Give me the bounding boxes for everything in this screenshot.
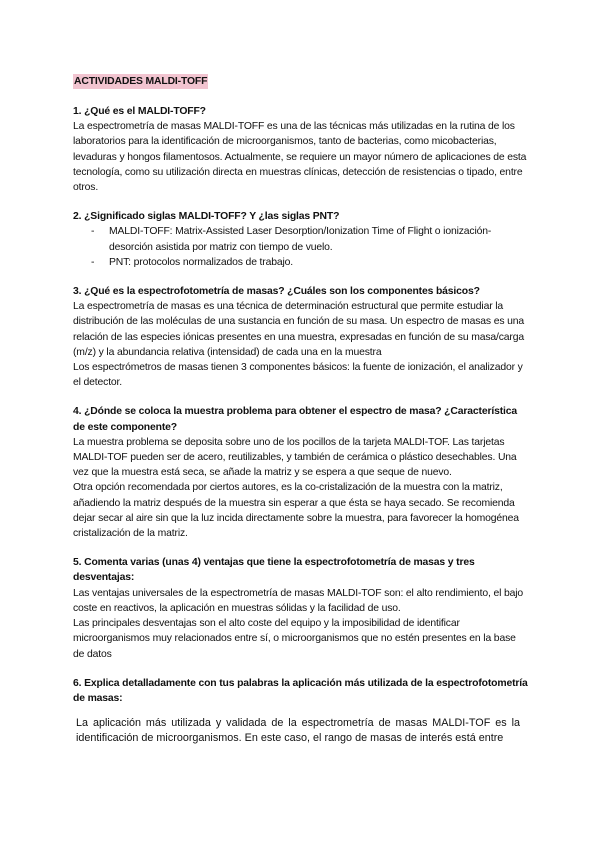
question-1: 1. ¿Qué es el MALDI-TOFF? [73,106,206,117]
section-2 [73,209,528,270]
question-2: 2. ¿Significado siglas MALDI-TOFF? Y ¿las siglas PNT? [73,211,340,223]
list-item: - MALDI-TOFF: Matrix-Assisted Laser Desorption/Ionization Time of Flight o ionización-desorción asistida por matriz con tiempo de vuelo. [109,224,528,254]
question-6: 6. Explica detalladamente con tus palabras la aplicación más utilizada de la espectrofotometría de masas: [73,677,528,704]
answer-1-paragraph-1: La espectrometría de masas MALDI-TOFF es una de las técnicas más utilizadas en la rutina de los laboratorios para la identificación de microorganismos, tanto de bacterias, como micobacterias, levaduras y hongos filamentosos. Actualmente, se requiere un mayor número de aplicaciones de esta tecnología, como su utilización directa en muestras clínicas, detección de resistencias o tipado, entre otros. [73,121,527,194]
question-3: 3. ¿Qué es la espectrofotometría de masas? ¿Cuáles son los componentes básicos? [73,286,480,298]
answer-5-paragraph-1: Las ventajas universales de la espectrometría de masas MALDI-TOF son: el alto rendimiento, el bajo coste en reactivos, la aplicación en muestras sólidas y la facilidad de uso. [73,587,524,614]
document-title: ACTIVIDADES MALDI-TOFF [74,76,208,87]
answer-5-paragraph-2: Las principales desventajas son el alto coste del equipo y la imposibilidad de identificar microorganismos muy relacionados entre sí, o microorganismos que no estén presentes en la base de datos [73,618,516,660]
section-6 [73,676,528,747]
answer-4-paragraph-2: Otra opción recomendada por ciertos autores, es la co-cristalización de la muestra con la matriz, añadiendo la matriz después de la muestra sin esperar a que ésta se haya secado. Se recomienda dejar secar al aire sin que la luz incida directamente sobre la muestra, para favorecer la homogénea cristalización de la matriz. [73,482,519,540]
section-3 [73,284,528,390]
question-5: 5. Comenta varias (unas 4) ventajas que tiene la espectrofotometría de masas y tres desventajas: [73,557,475,584]
section-5 [73,555,528,661]
document-content [73,74,528,761]
question-4: 4. ¿Dónde se coloca la muestra problema para obtener el espectro de masa? ¿Característica de este componente? [73,406,518,433]
document-title-row [73,74,528,104]
answer-2-list [73,224,528,270]
answer-3-paragraph-1: La espectrometría de masas es una técnica de determinación estructural que permite estudiar la distribución de las moléculas de una sustancia en función de su masa. Un espectro de masas es una relación de las especies iónicas presentes en una muestra, expresadas en función de su masa/carga (m/z) y la abundancia relativa (intensidad) de cada una en la muestra [73,301,524,358]
list-item: - PNT: protocolos normalizados de trabajo. [109,255,528,270]
answer-4-paragraph-1: La muestra problema se deposita sobre uno de los pocillos de la tarjeta MALDI-TOF. Las tarjetas MALDI-TOF pueden ser de acero, reutilizables, y también de cerámica o plástico desechables. Una vez que la muestra está seca, se añade la matriz y se espera a que seque de nuevo. [73,436,517,479]
section-4 [73,404,528,541]
section-1 [73,104,528,195]
answer-3-paragraph-2: Los espectrómetros de masas tienen 3 componentes básicos: la fuente de ionización, el analizador y el detector. [73,362,523,389]
answer-6-paragraph-1: La aplicación más utilizada y validada de la espectrometría de masas MALDI-TOF es la identificación de microorganismos. En este caso, el rango de masas de interés está entre [76,717,520,745]
